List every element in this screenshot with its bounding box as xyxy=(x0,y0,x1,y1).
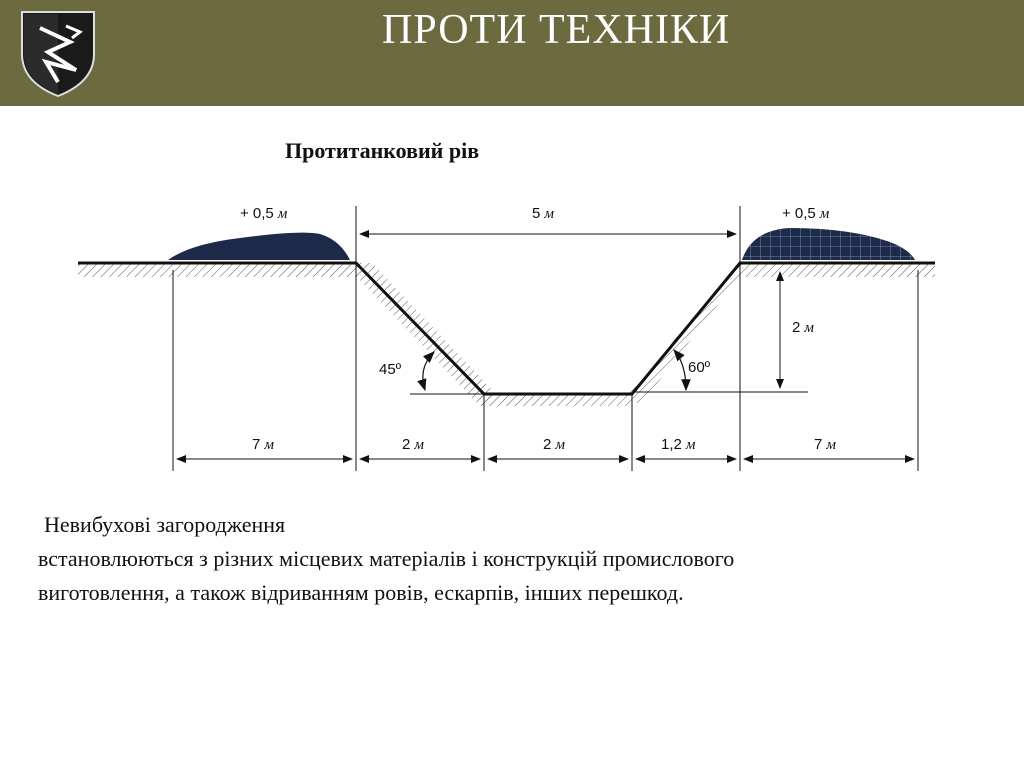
label-left-berm: 7 м xyxy=(252,436,274,453)
description-line-2: встановлюються з різних місцевих матеріалів і конструкцій промислового xyxy=(38,546,735,571)
diagram-subtitle: Протитанковий рів xyxy=(285,138,480,163)
description-line-3: виготовлення, а також відриванням ровів, ескарпів, інших перешкод. xyxy=(38,580,684,605)
anti-tank-ditch-diagram xyxy=(0,106,1024,506)
shield-logo-icon xyxy=(18,8,98,100)
label-right-slope: 1,2 м xyxy=(661,436,696,453)
right-ground-hatch xyxy=(740,263,935,277)
label-left-mound-height: + 0,5 м xyxy=(240,205,288,222)
header-bar xyxy=(0,0,1024,106)
slide-title: ПРОТИ ТЕХНІКИ xyxy=(382,7,731,53)
label-left-angle: 45º xyxy=(379,361,402,378)
label-bottom-width: 2 м xyxy=(543,436,565,453)
description-text xyxy=(38,508,998,610)
right-spoil-mound xyxy=(742,228,915,260)
description-line-1: Невибухові загородження xyxy=(44,512,286,537)
left-spoil-mound xyxy=(168,233,350,260)
label-right-berm: 7 м xyxy=(814,436,836,453)
label-depth: 2 м xyxy=(792,319,814,336)
label-top-width: 5 м xyxy=(532,205,554,222)
label-right-mound-height: + 0,5 м xyxy=(782,205,830,222)
bottom-hatch xyxy=(480,394,632,406)
angle-arc-left xyxy=(423,352,434,390)
label-left-slope: 2 м xyxy=(402,436,424,453)
label-right-angle: 60º xyxy=(688,359,711,376)
left-ground-hatch xyxy=(78,263,356,277)
